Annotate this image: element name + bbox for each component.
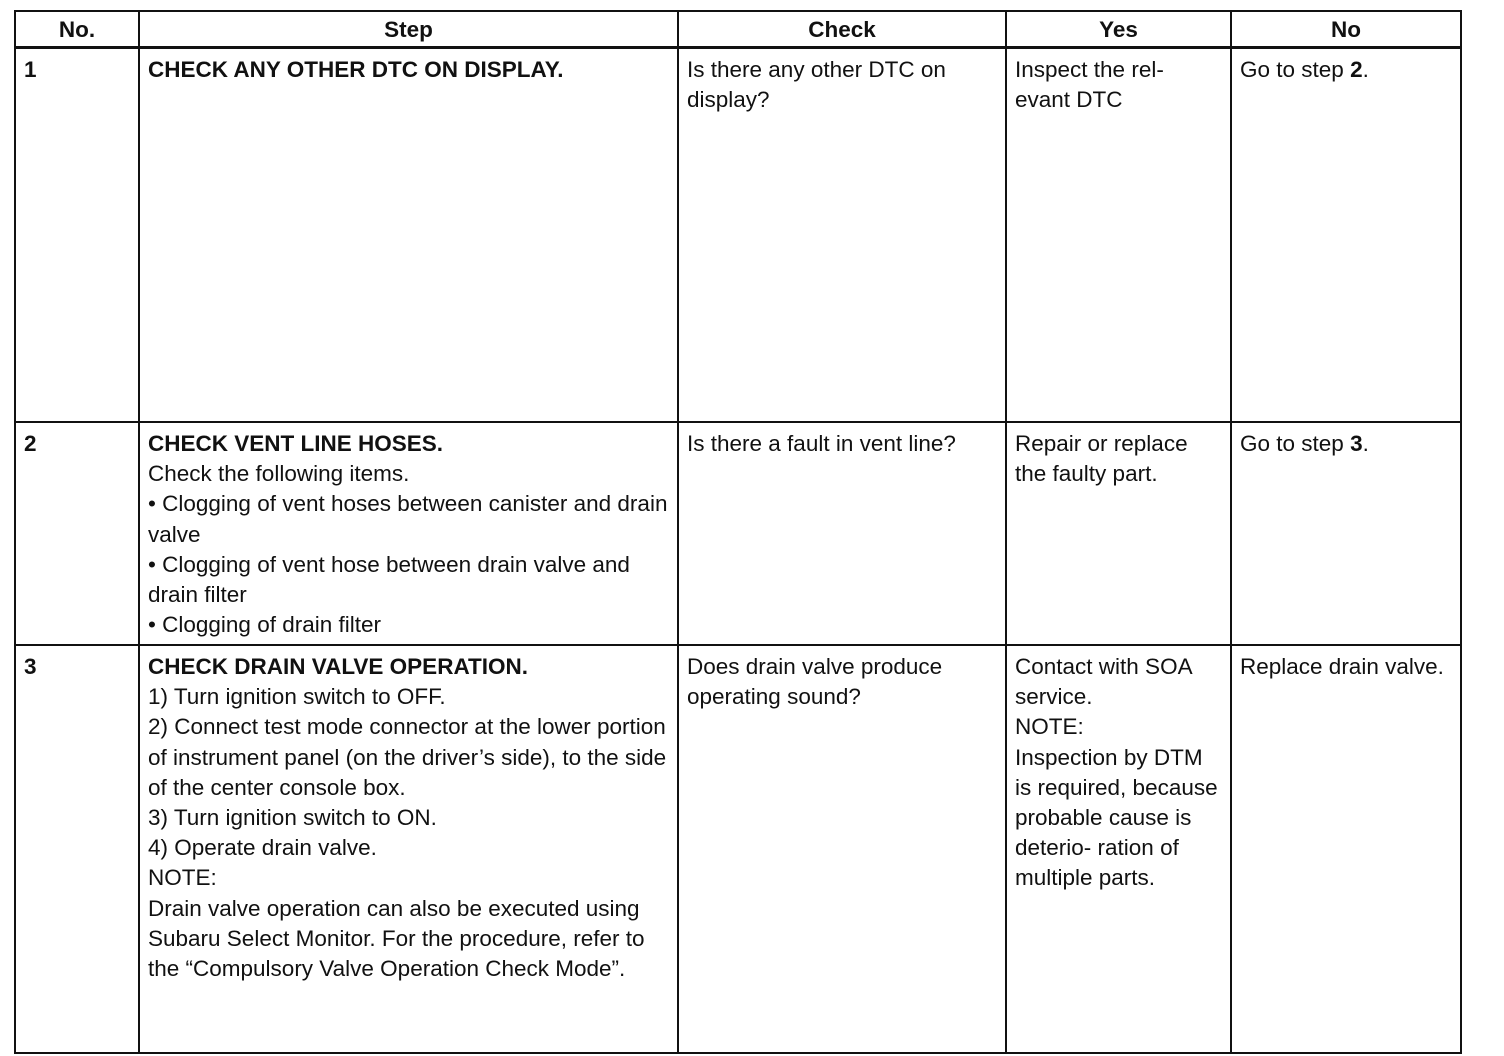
row-number (15, 645, 139, 1053)
step-line: 2) Connect test mode connector at the lower portion of instrument panel (on the driver’s side), to the side of the center console box. (148, 714, 667, 800)
no-step-number: 3 (1350, 431, 1363, 456)
step-cell (139, 48, 678, 423)
check-cell: Does drain valve produce operating sound? (678, 645, 1006, 1053)
step-line: Check the following items. (148, 461, 410, 487)
header-step: Step (139, 11, 678, 48)
step-title: CHECK VENT LINE HOSES. (148, 431, 444, 456)
diagnostic-table (14, 10, 1462, 1054)
step-bullet: • Clogging of drain filter (148, 612, 381, 638)
step-line: 1) Turn ignition switch to OFF. (148, 684, 446, 710)
no-prefix: Go to step (1240, 431, 1351, 456)
table-row (15, 645, 1461, 1053)
no-suffix: . (1362, 57, 1369, 82)
no-step-number: 2 (1350, 57, 1363, 82)
header-yes: Yes (1006, 11, 1231, 48)
no-suffix: . (1362, 431, 1369, 456)
no-cell (1231, 422, 1461, 645)
table-row (15, 48, 1461, 423)
row-number-text: 1 (24, 57, 37, 82)
yes-line: Contact with SOA service. (1015, 654, 1192, 710)
step-bullet: • Clogging of vent hoses between canister and drain valve (148, 491, 668, 547)
header-no-result: No (1231, 11, 1461, 48)
row-number-text: 2 (24, 431, 37, 456)
step-note-text: Drain valve operation can also be executed using Subaru Select Monitor. For the procedure, refer to the “Compulsory Valve Operation Check Mode”. (148, 895, 645, 982)
step-bullet: • Clogging of vent hose between drain valve and drain filter (148, 551, 630, 608)
check-cell: Is there any other DTC on display? (678, 48, 1006, 423)
table-row (15, 422, 1461, 645)
yes-cell: Inspect the rel- evant DTC (1006, 48, 1231, 423)
header-no: No. (15, 11, 139, 48)
step-title: CHECK ANY OTHER DTC ON DISPLAY. (148, 57, 564, 82)
no-prefix: Go to step (1240, 57, 1351, 82)
row-number (15, 422, 139, 645)
header-row (15, 11, 1461, 48)
step-title: CHECK DRAIN VALVE OPERATION. (148, 654, 529, 679)
no-cell: Replace drain valve. (1231, 645, 1461, 1053)
header-check: Check (678, 11, 1006, 48)
check-cell: Is there a fault in vent line? (678, 422, 1006, 645)
yes-cell (1006, 645, 1231, 1053)
step-note-label: NOTE: (148, 865, 217, 891)
row-number (15, 48, 139, 423)
yes-note-text: Inspection by DTM is required, because probable cause is deterio- ration of multiple parts. (1015, 744, 1218, 891)
step-line: 3) Turn ignition switch to ON. (148, 805, 437, 831)
row-number-text: 3 (24, 654, 37, 679)
yes-cell: Repair or replace the faulty part. (1006, 422, 1231, 645)
yes-note-label: NOTE: (1015, 714, 1084, 740)
no-cell (1231, 48, 1461, 423)
step-line: 4) Operate drain valve. (148, 835, 377, 861)
step-cell (139, 422, 678, 645)
step-cell (139, 645, 678, 1053)
